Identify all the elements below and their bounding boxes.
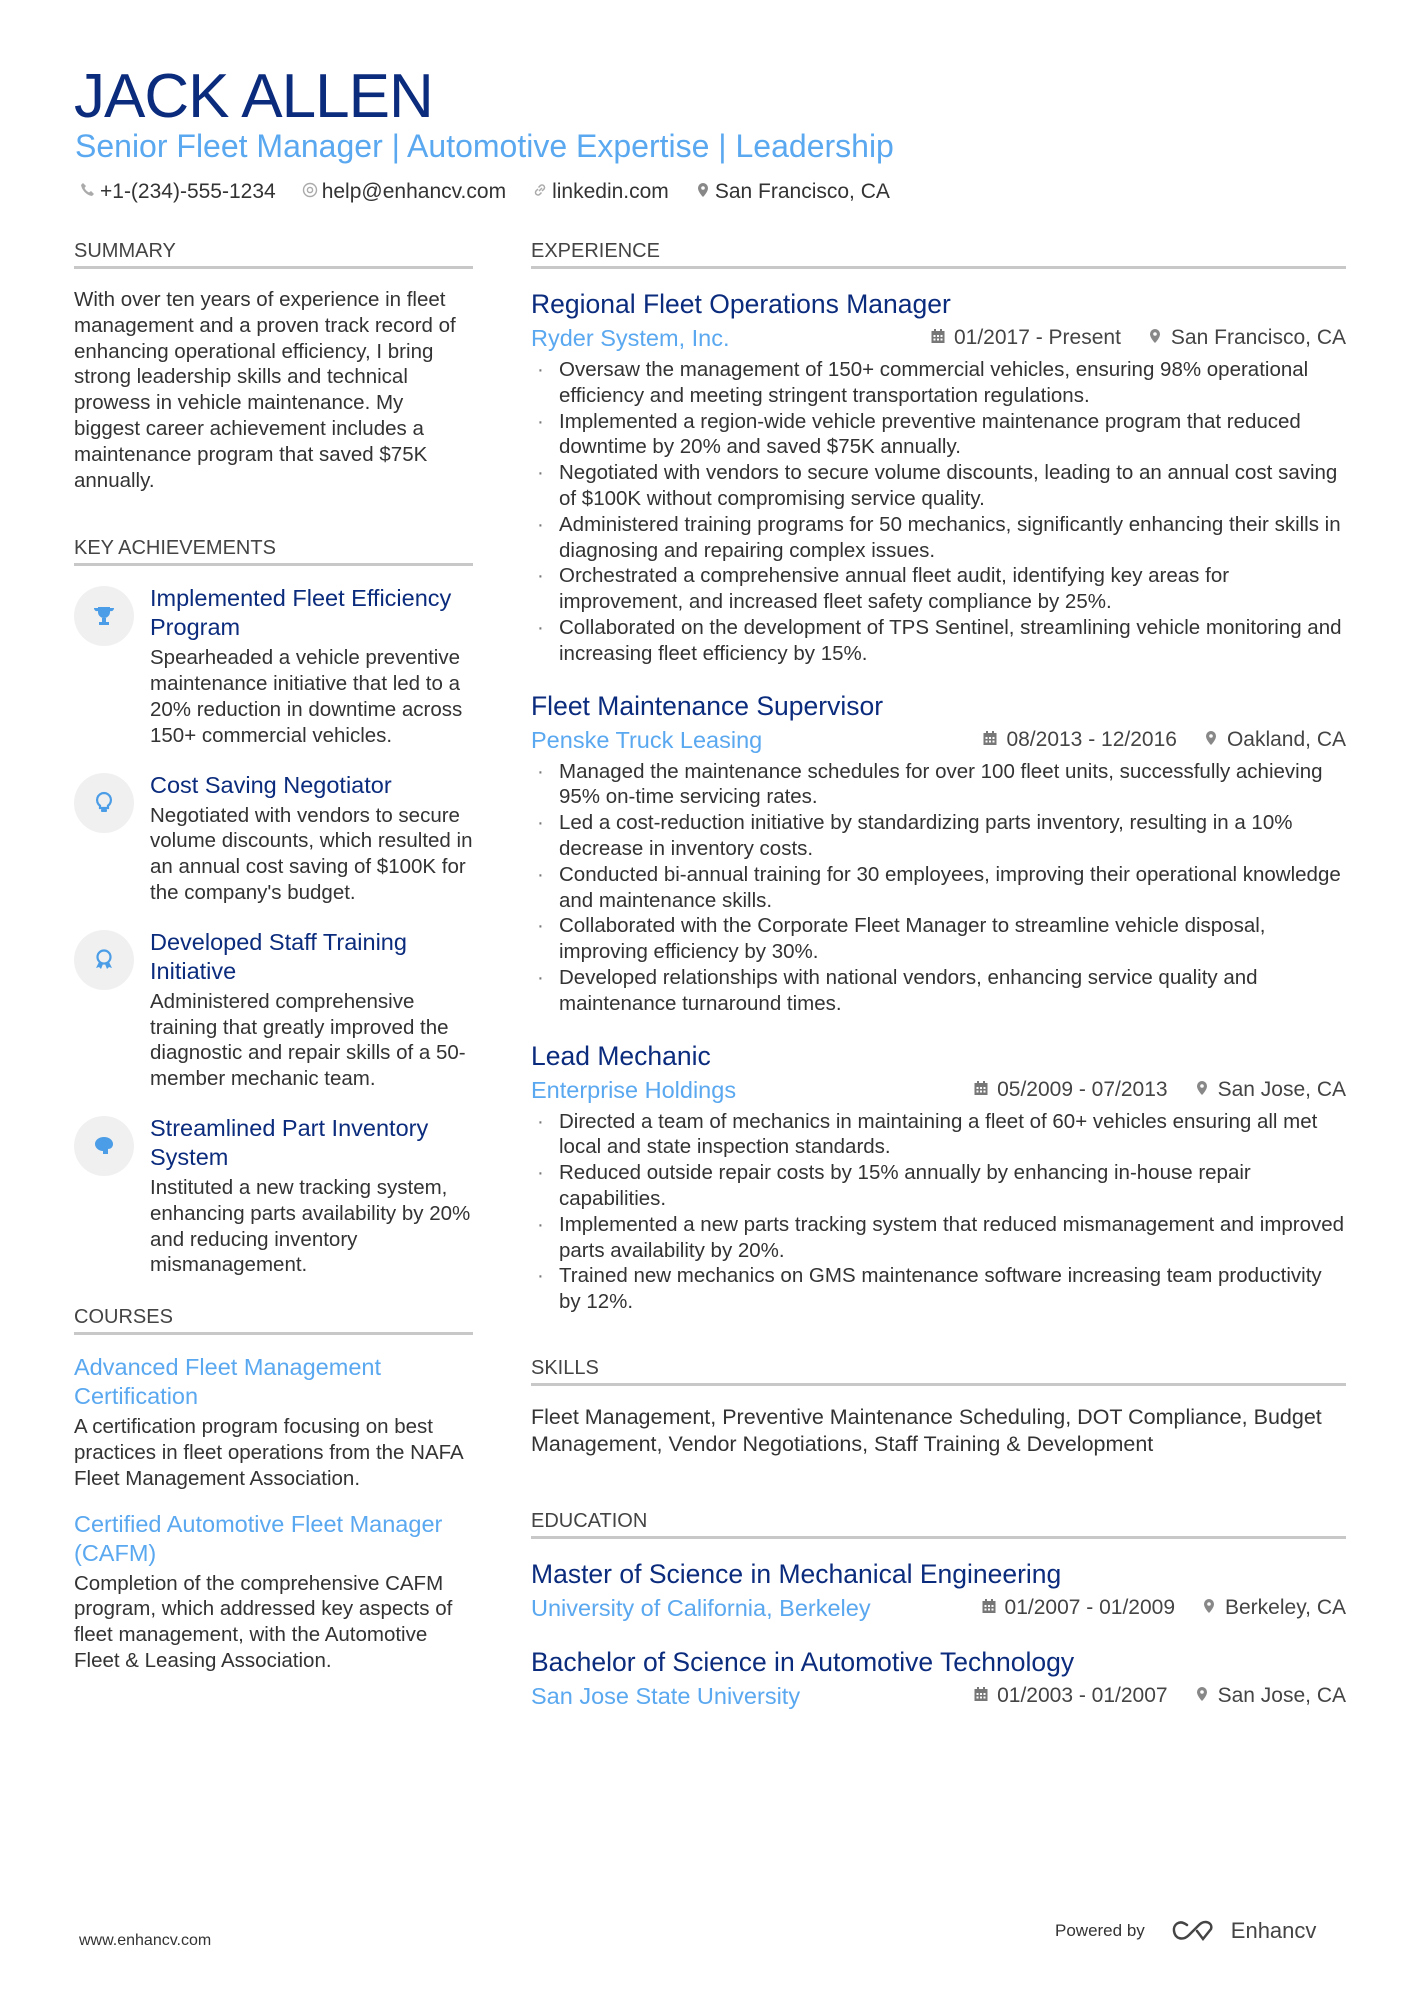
left-column xyxy=(74,238,473,1692)
meta-right xyxy=(982,723,1346,757)
achievement-text: Administered comprehensive training that greatly improved the diagnostic and repair skills of a 50-member mechanic team. xyxy=(150,989,466,1091)
powered-by-label: Powered by xyxy=(1055,1921,1145,1940)
contact-bar xyxy=(80,178,890,206)
achievement-title: Streamlined Part Inventory System xyxy=(150,1114,429,1170)
achievements-list xyxy=(74,584,473,1278)
bullet-item: · Reduced outside repair costs by 15% annually by enhancing in-house repair capabilities. xyxy=(531,1160,1346,1212)
contact-text: San Francisco, CA xyxy=(714,180,890,203)
contact-text: help@enhancv.com xyxy=(321,180,507,203)
location-icon xyxy=(1201,1591,1217,1625)
brain-icon xyxy=(74,1116,134,1176)
bullet-item: · Implemented a new parts tracking system that reduced mismanagement and improved parts availability by 20%. xyxy=(531,1212,1346,1264)
entry-meta xyxy=(531,1679,1346,1713)
contact-item[interactable] xyxy=(302,178,506,206)
entry-meta xyxy=(531,1073,1346,1107)
location-icon xyxy=(695,178,711,206)
meta-right xyxy=(981,1591,1346,1625)
date-range xyxy=(973,1073,1167,1107)
right-column xyxy=(531,238,1346,1733)
bullet-item: · Developed relationships with national vendors, enhancing service quality and maintenance turnaround times. xyxy=(531,965,1346,1017)
footer-website[interactable]: www.enhancv.com xyxy=(79,1932,212,1949)
headline: Senior Fleet Manager | Automotive Expertise | Leadership xyxy=(75,128,894,164)
job-bullets xyxy=(531,1109,1346,1315)
achievement-text: Negotiated with vendors to secure volume discounts, which resulted in an annual cost saving of $100K for the company's budget. xyxy=(150,803,473,904)
education-heading: EDUCATION xyxy=(531,1508,1346,1539)
achievements-heading: KEY ACHIEVEMENTS xyxy=(74,535,473,566)
job-entry xyxy=(531,689,1346,1017)
achievement-item xyxy=(74,584,473,748)
achievement-title: Developed Staff Training Initiative xyxy=(150,928,407,984)
bullet-item: · Collaborated on the development of TPS Sentinel, streamlining vehicle monitoring and increasing fleet efficiency by 15%. xyxy=(531,615,1346,667)
experience-heading: EXPERIENCE xyxy=(531,238,1346,269)
achievement-content xyxy=(150,584,473,748)
achievement-content xyxy=(150,928,473,1092)
education-entry xyxy=(531,1557,1346,1625)
course-title: Certified Automotive Fleet Manager (CAFM) xyxy=(74,1510,443,1566)
degree-title: Master of Science in Mechanical Engineering xyxy=(531,1558,1062,1589)
location-text: Oakland, CA xyxy=(1226,727,1346,751)
course-item xyxy=(74,1353,473,1491)
contact-item[interactable] xyxy=(695,178,890,206)
date-text: 05/2009 - 07/2013 xyxy=(997,1077,1168,1101)
award-ribbon-icon xyxy=(74,930,134,990)
achievement-text: Instituted a new tracking system, enhancing parts availability by 20% and reducing inventory mismanagement. xyxy=(150,1175,471,1277)
bullet-item: · Directed a team of mechanics in maintaining a fleet of 60+ vehicles ensuring all met local and state inspection standards. xyxy=(531,1109,1346,1161)
candidate-name: JACK ALLEN xyxy=(74,62,433,131)
education-entry xyxy=(531,1645,1346,1713)
course-title: Advanced Fleet Management Certification xyxy=(74,1354,381,1410)
bullet-item: · Conducted bi-annual training for 30 employees, improving their operational knowledge and maintenance skills. xyxy=(531,862,1346,914)
job-bullets xyxy=(531,357,1346,667)
calendar-icon xyxy=(973,1679,989,1713)
course-item xyxy=(74,1510,473,1674)
bullet-item: · Collaborated with the Corporate Fleet Manager to streamline vehicle disposal, improving efficiency by 30%. xyxy=(531,913,1346,965)
contact-item[interactable] xyxy=(80,178,276,206)
calendar-icon xyxy=(930,321,946,355)
education-list xyxy=(531,1557,1346,1713)
date-text: 08/2013 - 12/2016 xyxy=(1006,727,1177,751)
job-title: Regional Fleet Operations Manager xyxy=(531,289,951,319)
location-text: San Francisco, CA xyxy=(1170,326,1346,349)
summary-heading: SUMMARY xyxy=(74,238,473,269)
bullet-item: · Negotiated with vendors to secure volume discounts, leading to an annual cost saving of $100K without compromising service quality. xyxy=(531,460,1346,512)
summary-text: With over ten years of experience in fleet management and a proven track record of enhancing operational efficiency, I bring strong leadership skills and technical prowess in vehicle maintenance. My biggest career achievement includes a maintenance program that saved $75K annually. xyxy=(74,288,456,492)
location xyxy=(1194,1679,1346,1713)
entry-meta xyxy=(531,321,1346,355)
bullet-item: · Orchestrated a comprehensive annual fleet audit, identifying key areas for improvement, and increased fleet safety compliance by 25%. xyxy=(531,563,1346,615)
date-range xyxy=(973,1679,1167,1713)
lightbulb-icon xyxy=(74,773,134,833)
location-icon xyxy=(1203,723,1219,757)
school-name: San Jose State University xyxy=(531,1682,801,1709)
location xyxy=(1201,1591,1346,1625)
job-title: Lead Mechanic xyxy=(531,1040,711,1071)
company-name: Ryder System, Inc. xyxy=(531,325,730,351)
course-text: A certification program focusing on best practices in fleet operations from the NAFA Fleet Management Association. xyxy=(74,1415,463,1490)
degree-title: Bachelor of Science in Automotive Technology xyxy=(531,1646,1075,1677)
achievement-content xyxy=(150,771,473,906)
enhancv-logo xyxy=(1171,1918,1317,1944)
enhancv-brand-name: Enhancv xyxy=(1230,1918,1317,1943)
contact-item[interactable] xyxy=(532,178,669,206)
trophy-icon xyxy=(74,586,134,646)
date-text: 01/2017 - Present xyxy=(953,326,1121,349)
meta-right xyxy=(973,1679,1346,1713)
bullet-item: · Implemented a region-wide vehicle preventive maintenance program that reduced downtime by 20% and saved $75K annually. xyxy=(531,409,1346,461)
achievement-title: Cost Saving Negotiator xyxy=(150,771,392,798)
meta-right xyxy=(973,1073,1346,1107)
footer-branding xyxy=(1055,1918,1316,1944)
skills-text: Fleet Management, Preventive Maintenance Scheduling, DOT Compliance, Budget Management, Vendor Negotiations, Staff Training & Development xyxy=(531,1404,1322,1456)
date-range xyxy=(982,723,1176,757)
at-icon xyxy=(302,178,318,206)
location xyxy=(1194,1073,1346,1107)
job-bullets xyxy=(531,759,1346,1017)
bullet-item: · Trained new mechanics on GMS maintenance software increasing team productivity by 12%. xyxy=(531,1263,1346,1315)
skills-heading: SKILLS xyxy=(531,1355,1346,1386)
location-text: San Jose, CA xyxy=(1217,1683,1346,1707)
date-text: 01/2003 - 01/2007 xyxy=(997,1683,1168,1707)
location-icon xyxy=(1194,1679,1210,1713)
job-entry xyxy=(531,287,1346,667)
course-text: Completion of the comprehensive CAFM program, which addressed key aspects of fleet management, with the Automotive Fleet & Leasing Association. xyxy=(74,1571,453,1672)
calendar-icon xyxy=(982,723,998,757)
courses-list xyxy=(74,1353,473,1674)
bullet-item: · Oversaw the management of 150+ commercial vehicles, ensuring 98% operational efficiency and meeting stringent transportation regulations. xyxy=(531,357,1346,409)
entry-meta xyxy=(531,1591,1346,1625)
location-text: Berkeley, CA xyxy=(1225,1595,1346,1619)
date-range xyxy=(981,1591,1175,1625)
achievement-item xyxy=(74,928,473,1092)
enhancv-logo-icon xyxy=(1171,1919,1217,1943)
date-text: 01/2007 - 01/2009 xyxy=(1004,1595,1175,1619)
phone-icon xyxy=(80,178,96,206)
location xyxy=(1147,321,1346,355)
bullet-item: · Managed the maintenance schedules for over 100 fleet units, successfully achieving 95% on-time servicing rates. xyxy=(531,759,1346,811)
achievement-content xyxy=(150,1114,473,1278)
company-name: Penske Truck Leasing xyxy=(531,726,763,753)
achievement-title: Implemented Fleet Efficiency Program xyxy=(150,585,452,641)
job-entry xyxy=(531,1039,1346,1315)
calendar-icon xyxy=(973,1073,989,1107)
achievement-item xyxy=(74,771,473,906)
school-name: University of California, Berkeley xyxy=(531,1594,871,1621)
entry-meta xyxy=(531,723,1346,757)
location-text: San Jose, CA xyxy=(1217,1077,1346,1101)
bullet-item: · Led a cost-reduction initiative by standardizing parts inventory, resulting in a 10% decrease in inventory costs. xyxy=(531,810,1346,862)
location xyxy=(1203,723,1346,757)
contact-text: +1-(234)-555-1234 xyxy=(100,180,276,203)
location-icon xyxy=(1147,321,1163,355)
meta-right xyxy=(930,321,1346,355)
job-title: Fleet Maintenance Supervisor xyxy=(531,690,884,721)
courses-heading: COURSES xyxy=(74,1304,473,1335)
contact-text: linkedin.com xyxy=(552,180,669,203)
link-icon xyxy=(532,178,548,206)
achievement-text: Spearheaded a vehicle preventive maintenance initiative that led to a 20% reduction in downtime across 150+ commercial vehicles. xyxy=(150,646,463,747)
location-icon xyxy=(1194,1073,1210,1107)
achievement-item xyxy=(74,1114,473,1278)
company-name: Enterprise Holdings xyxy=(531,1076,737,1103)
date-range xyxy=(930,321,1121,355)
bullet-item: · Administered training programs for 50 mechanics, significantly enhancing their skills in diagnosing and repairing complex issues. xyxy=(531,512,1346,564)
experience-list xyxy=(531,287,1346,1315)
calendar-icon xyxy=(981,1591,997,1625)
